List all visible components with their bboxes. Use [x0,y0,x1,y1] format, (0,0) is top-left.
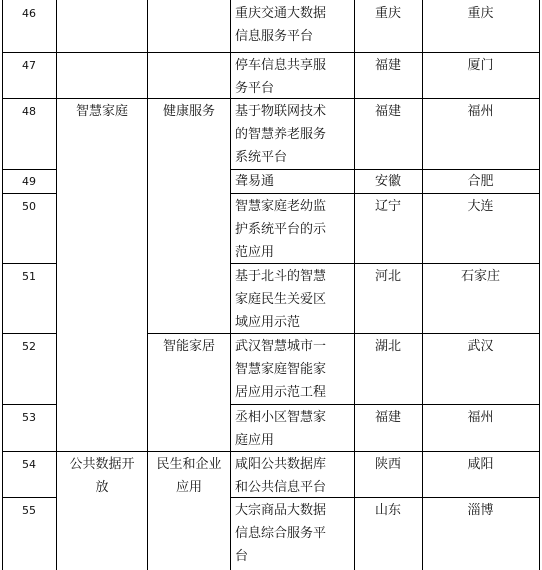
province: 湖北 [374,339,401,354]
city: 淄博 [467,503,494,518]
row-border [2,263,57,264]
city: 厦门 [467,58,494,73]
province: 安徽 [374,174,401,189]
row-number: 47 [22,59,36,72]
row-number: 51 [22,270,36,283]
product-name: 基于物联网技术 的智慧养老服务 系统平台 [235,104,327,165]
city: 咸阳 [467,457,494,472]
row-number: 49 [22,175,36,188]
province: 河北 [374,269,401,284]
province: 福建 [374,104,401,119]
product-name: 丞相小区智慧家 庭应用 [235,410,327,448]
row-border [230,404,540,405]
row-number: 52 [22,340,36,353]
row-border [2,333,57,334]
row-border [230,193,540,194]
subcategory: 健康服务 [162,104,215,119]
row-number: 50 [22,200,36,213]
row-number: 54 [22,458,36,471]
province: 辽宁 [374,199,401,214]
province: 重庆 [374,6,401,21]
product-name: 重庆交通大数据 信息服务平台 [235,6,327,44]
col-border [539,0,540,570]
product-name: 咸阳公共数据库 和公共信息平台 [235,457,327,495]
product-name: 聋易通 [235,174,275,189]
row-border [2,52,540,53]
city: 合肥 [467,174,494,189]
row-border [2,193,57,194]
city: 大连 [467,199,494,214]
province: 山东 [374,503,401,518]
row-border [2,404,57,405]
subcategory: 智能家居 [162,339,215,354]
city: 福州 [467,104,494,119]
category: 公共数据开 放 [69,457,135,495]
row-border [2,497,57,498]
row-number: 53 [22,411,36,424]
row-number: 46 [22,7,36,20]
city: 重庆 [467,6,494,21]
product-name: 停车信息共享服 务平台 [235,58,327,96]
province: 福建 [374,58,401,73]
province: 陕西 [374,457,401,472]
subcategory: 民生和企业 应用 [156,457,222,495]
row-number: 55 [22,504,36,517]
province: 福建 [374,410,401,425]
product-name: 基于北斗的智慧 家庭民生关爱区 域应用示范 [235,269,327,330]
product-name: 武汉智慧城市一 智慧家庭智能家 居应用示范工程 [235,339,327,400]
city: 武汉 [467,339,494,354]
category: 智慧家庭 [75,104,128,119]
city: 石家庄 [460,269,500,284]
row-number: 48 [22,105,36,118]
product-name: 大宗商品大数据 信息综合服务平 台 [235,503,327,564]
city: 福州 [467,410,494,425]
product-name: 智慧家庭老幼监 护系统平台的示 范应用 [235,199,327,260]
